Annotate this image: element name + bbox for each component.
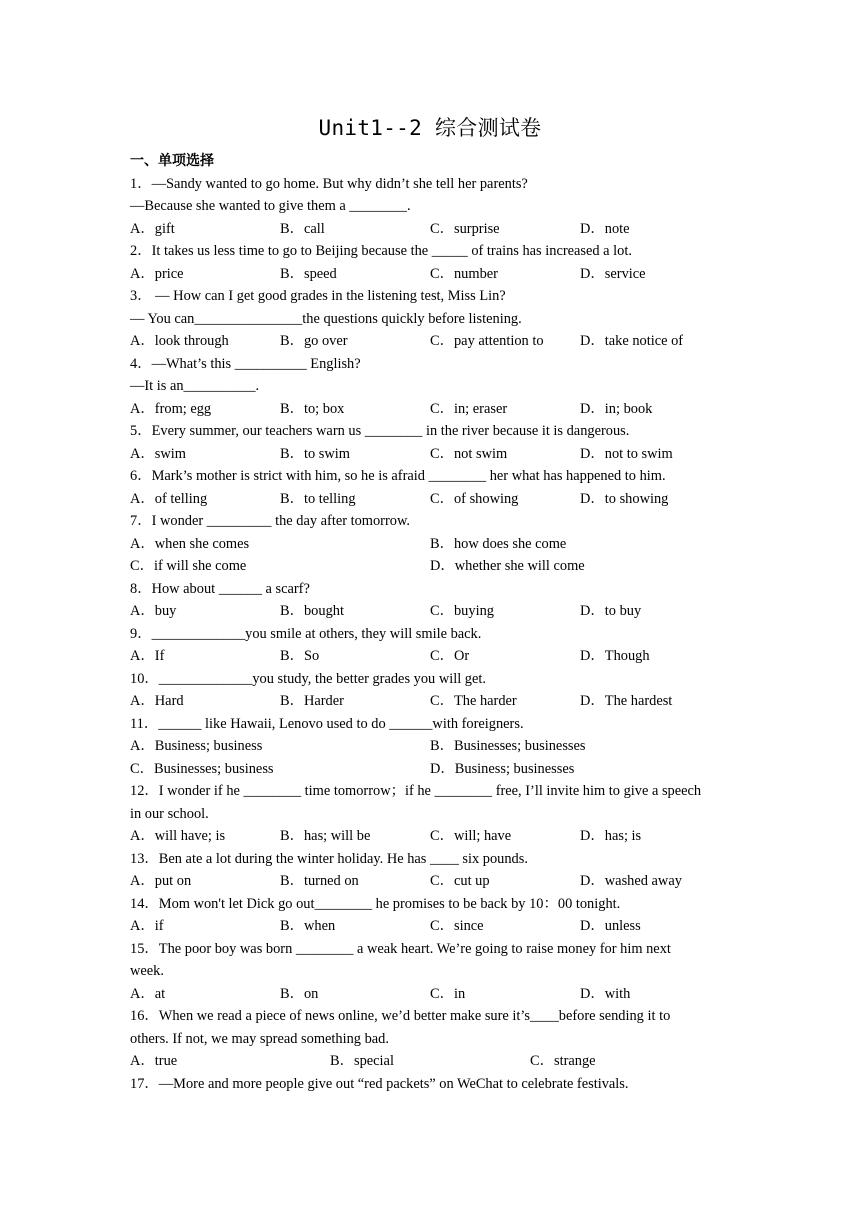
answer-option: C．of showing [430,490,519,507]
question-text: 10．_____________you study, the better grades you will get. [130,670,486,687]
answer-option: A．put on [130,873,192,889]
answer-option: D．to showing [580,490,669,507]
answer-option: C．buying [430,603,494,619]
question-text: 7．I wonder _________ the day after tomorrow. [130,513,411,529]
answer-option: C．not swim [430,445,508,462]
question-text: 17．—More and more people give out “red packets” on WeChat to celebrate festivals. [130,1075,629,1092]
answer-option: B．call [280,220,325,237]
option-row [130,218,740,241]
answer-option: A．at [130,985,166,1002]
option-row [130,915,740,938]
question-text: 14．Mom won't let Dick go out________ he promises to be back by 10：00 tonight. [130,895,621,912]
answer-option: B．to; box [280,400,345,417]
answer-option: B．bought [280,603,344,619]
answer-option: C．in [430,985,466,1002]
answer-option: C．will; have [430,828,512,844]
answer-option: D．with [580,985,631,1002]
answer-option: B．speed [280,265,337,282]
question-text: 8．How about ______ a scarf? [130,580,310,597]
option-row [130,488,740,511]
question-text: 3． — How can I get good grades in the listening test, Miss Lin? [130,288,506,304]
option-row [130,870,740,893]
answer-option: D．service [580,265,646,282]
answer-option: D．not to swim [580,445,673,462]
question-text: 1．—Sandy wanted to go home. But why didn’t she tell her parents? [130,175,528,192]
answer-option: D．unless [580,918,641,934]
answer-option: A．when she comes [130,535,250,552]
answer-option: B．when [280,918,336,934]
answer-option: B．how does she come [430,535,567,552]
question-text: 5．Every summer, our teachers warn us ________ in the river because it is dangerous. [130,423,630,439]
section-heading: 一、单项选择 [130,153,214,169]
question-text: —Because she wanted to give them a ________. [130,198,411,214]
answer-option: B．Businesses; businesses [430,738,586,754]
question-text: 12．I wonder if he ________ time tomorrow；if he ________ free, I’ll invite him to give a speech [130,783,702,799]
question-text: 6．Mark’s mother is strict with him, so he is afraid ________ her what has happened to him. [130,468,666,484]
answer-option: D．Though [580,648,650,664]
answer-option: B．So [280,648,320,664]
question-text: others. If not, we may spread something bad. [130,1030,389,1047]
question-text: 13．Ben ate a lot during the winter holiday. He has ____ six pounds. [130,850,528,867]
answer-option: B．special [330,1053,394,1069]
answer-option: D．Business; businesses [430,760,575,777]
answer-option: D．take notice of [580,333,684,349]
answer-option: C．strange [530,1053,596,1069]
answer-option: C．Or [430,648,470,664]
answer-option: C．number [430,265,498,282]
answer-option: A．If [130,648,165,664]
answer-option: C．Businesses; business [130,760,274,777]
option-row [130,533,740,556]
option-row [130,825,740,848]
answer-option: A．buy [130,603,177,619]
answer-option: C．since [430,918,484,934]
answer-option: C．pay attention to [430,333,544,349]
question-text: week. [130,963,164,979]
answer-option: B．go over [280,333,348,349]
option-row [130,735,740,758]
question-text: 2．It takes us less time to go to Beijing because the _____ of trains has increased a lot. [130,243,632,259]
option-row [130,758,740,781]
answer-option: A．Hard [130,693,184,709]
answer-option: B．on [280,985,319,1002]
answer-option: A．true [130,1053,178,1069]
option-row [130,690,740,713]
answer-option: C．if will she come [130,558,247,574]
option-row [130,398,740,421]
answer-option: A．price [130,265,184,282]
answer-option: B．to telling [280,490,356,507]
answer-option: A．from; egg [130,400,212,417]
answer-option: A．Business; business [130,738,263,754]
answer-option: D．has; is [580,828,642,844]
option-row [130,555,740,578]
answer-option: B．to swim [280,445,350,462]
answer-option: A．gift [130,220,175,237]
answer-option: B．has; will be [280,828,371,844]
answer-option: C．surprise [430,220,500,237]
question-text: — You can_______________the questions quickly before listening. [130,310,522,327]
answer-option: D．whether she will come [430,558,585,574]
answer-option: D．note [580,220,630,237]
question-text: 16．When we read a piece of news online, we’d better make sure it’s____before sending it to [130,1008,671,1024]
page-title: Unit1--2 综合测试卷 [318,116,542,140]
option-row [130,443,740,466]
option-row [130,600,740,623]
answer-option: D．to buy [580,603,642,619]
option-row [130,983,740,1006]
question-text: in our school. [130,805,209,822]
answer-option: A．if [130,918,164,934]
question-text: —It is an__________. [130,378,260,394]
answer-option: D．in; book [580,400,653,417]
option-row [130,263,740,286]
answer-option: D．The hardest [580,693,673,709]
answer-option: C．in; eraser [430,400,508,417]
question-text: 4．—What’s this __________ English? [130,355,361,372]
option-row [130,645,740,668]
answer-option: A．of telling [130,490,208,507]
answer-option: C．The harder [430,693,517,709]
question-text: 11．______ like Hawaii, Lenovo used to do ______with foreigners. [130,715,524,732]
option-row [130,1050,740,1073]
answer-option: A．look through [130,333,229,349]
answer-option: D．washed away [580,873,682,889]
question-text: 15．The poor boy was born ________ a weak heart. We’re going to raise money for him next [130,940,671,957]
answer-option: A．swim [130,445,186,462]
question-list [130,150,740,1095]
answer-option: B．turned on [280,873,359,889]
answer-option: B．Harder [280,693,344,709]
option-row [130,330,740,353]
answer-option: C．cut up [430,873,490,889]
answer-option: A．will have; is [130,828,226,844]
question-text: 9．_____________you smile at others, they will smile back. [130,625,482,642]
